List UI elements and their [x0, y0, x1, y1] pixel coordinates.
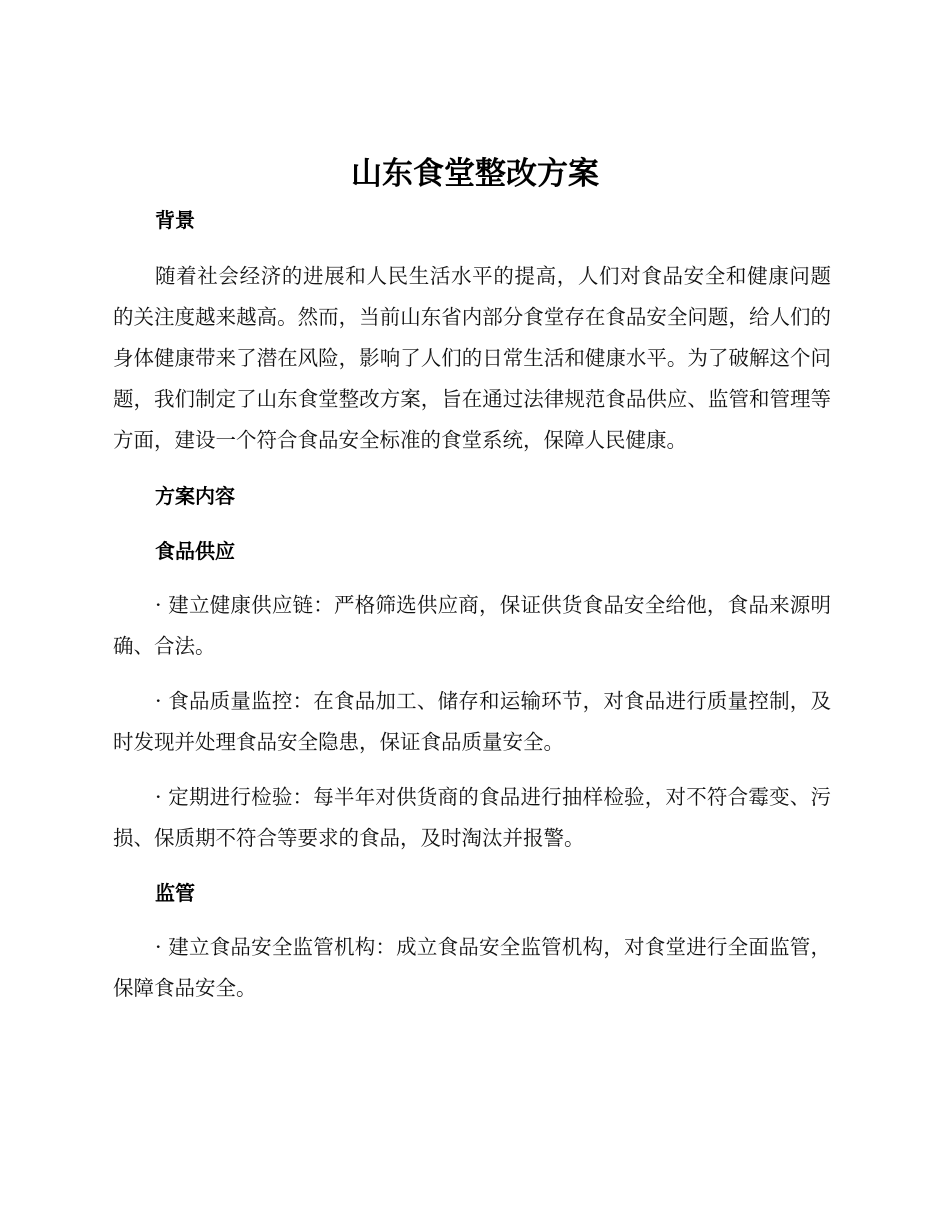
bullet-paragraph-periodic-inspection: · 定期进行检验：每半年对供货商的食品进行抽样检验，对不符合霉变、污损、保质期不符合等要求的食品，及时淘汰并报警。	[113, 785, 831, 850]
bullet-paragraph-supervision-agency: · 建立食品安全监管机构：成立食品安全监管机构，对食堂进行全面监管，保障食品安全。	[113, 935, 831, 1000]
background-paragraph: 随着社会经济的进展和人民生活水平的提高，人们对食品安全和健康问题的关注度越来越高。然而，当前山东省内部分食堂存在食品安全问题，给人们的身体健康带来了潜在风险，影响了人们的日常生活和健康水平。为了破解这个问题，我们制定了山东食堂整改方案，旨在通过法律规范食品供应、监管和管理等方面，建设一个符合食品安全标准的食堂系统，保障人民健康。	[113, 264, 831, 452]
document-title: 山东食堂整改方案	[351, 156, 599, 192]
bullet-paragraph-quality-monitoring: · 食品质量监控：在食品加工、储存和运输环节，对食品进行质量控制，及时发现并处理食品安全隐患，保证食品质量安全。	[113, 689, 831, 754]
section-heading-food-supply: 食品供应	[155, 539, 235, 563]
section-heading-background: 背景	[155, 208, 195, 232]
section-heading-plan-content: 方案内容	[155, 484, 235, 508]
section-heading-supervision: 监管	[155, 881, 195, 905]
bullet-paragraph-supply-chain: · 建立健康供应链：严格筛选供应商，保证供货食品安全给他，食品来源明确、合法。	[113, 593, 831, 658]
document-body	[113, 200, 831, 1009]
